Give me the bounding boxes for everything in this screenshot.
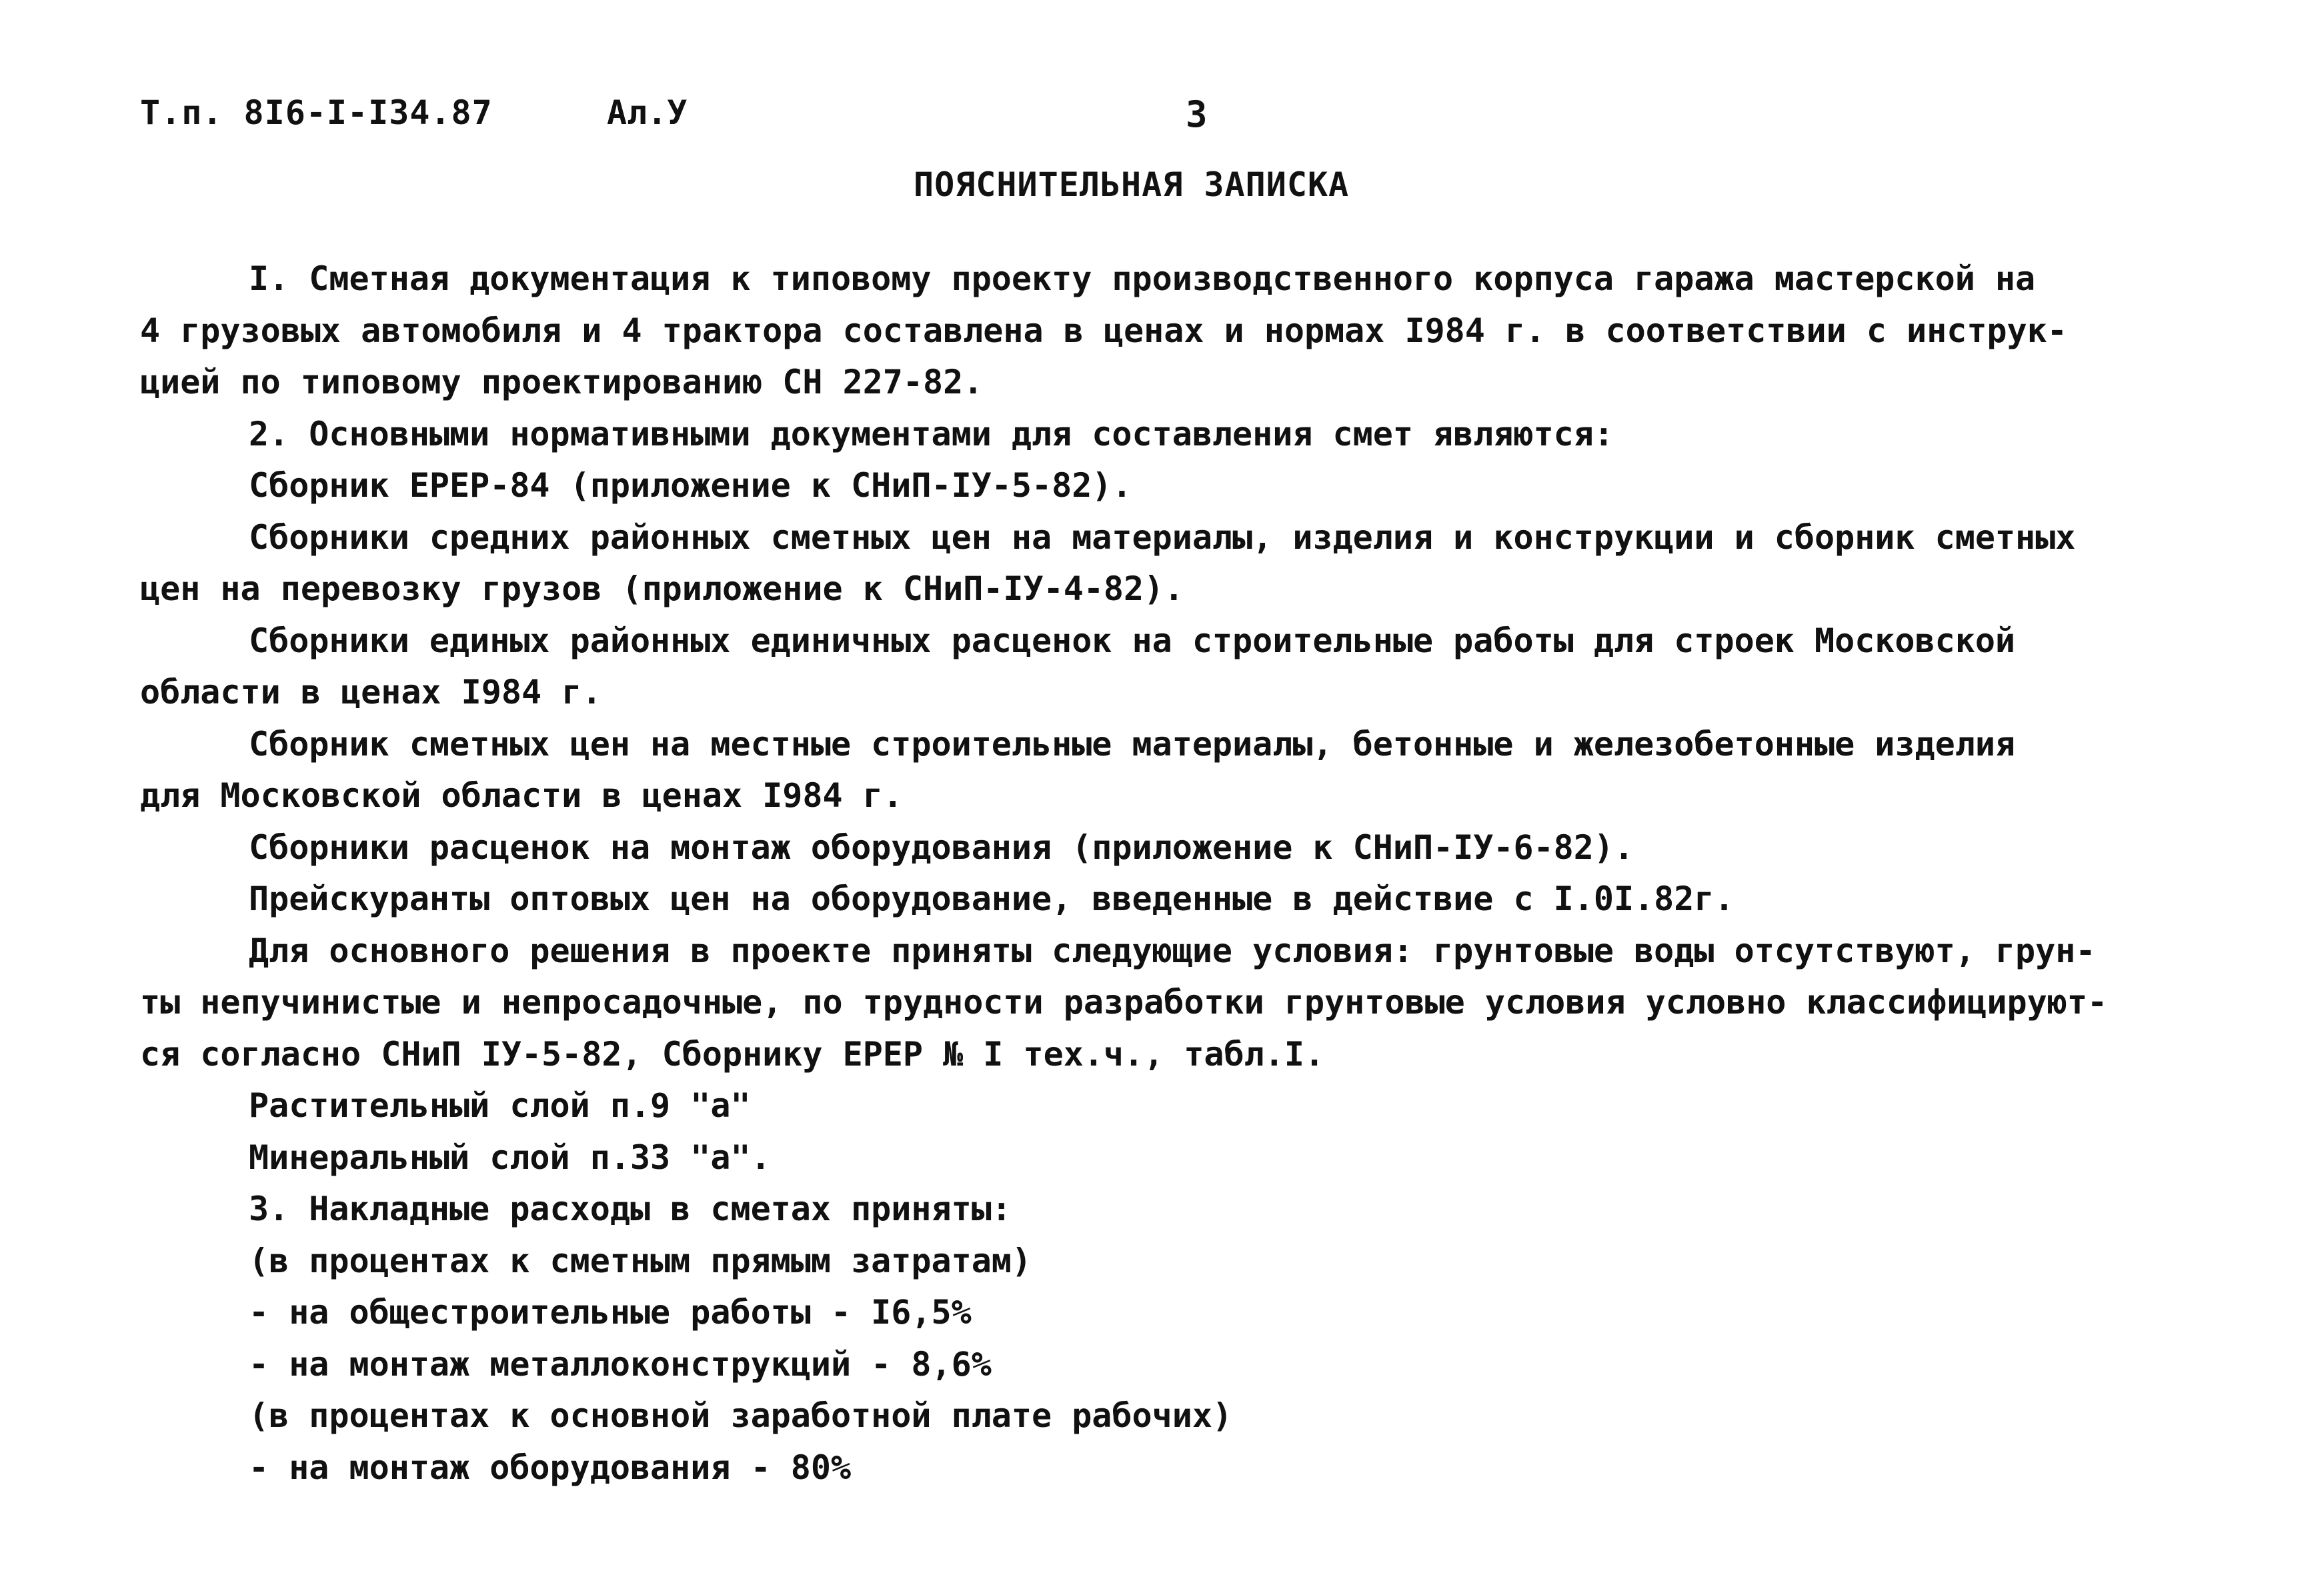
text-line: Прейскуранты оптовых цен на оборудование, введенные в действие с І.0І.82г. — [249, 880, 1734, 918]
text-line: - на монтаж оборудования - 80% — [249, 1448, 852, 1487]
text-line: Сборник сметных цен на местные строительные материалы, бетонные и железобетонные изделия — [249, 724, 2016, 763]
text-line: Растительный слой п.9 "а" — [249, 1086, 751, 1125]
text-line: 3. Накладные расходы в сметах приняты: — [249, 1190, 1012, 1228]
text-line: для Московской области в ценах І984 г. — [140, 776, 903, 815]
text-line: Сборники расценок на монтаж оборудования (приложение к СНиП-ІУ-6-82). — [249, 828, 1634, 867]
text-line: І. Сметная документация к типовому проекту производственного корпуса гаража мастерской на — [249, 259, 2036, 298]
document-title: ПОЯСНИТЕЛЬНАЯ ЗАПИСКА — [914, 165, 1350, 204]
text-line: Сборники средних районных сметных цен на материалы, изделия и конструкции и сборник сметных — [249, 517, 2076, 557]
text-line: 4 грузовых автомобиля и 4 трактора составлена в ценах и нормах І984 г. в соответствии с инструк- — [140, 311, 2067, 350]
text-line: 2. Основными нормативными документами для составления смет являются: — [249, 414, 1614, 453]
text-line: (в процентах к сметным прямым затратам) — [249, 1241, 1032, 1280]
text-line: цией по типовому проектированию СН 227-82. — [140, 363, 984, 401]
document-code: Т.п. 8І6-І-І34.87 — [140, 93, 493, 132]
text-line: Для основного решения в проекте приняты следующие условия: грунтовые воды отсутствуют, грун- — [249, 931, 2096, 970]
text-line: ся согласно СНиП ІУ-5-82, Сборнику ЕРЕР № І тех.ч., табл.І. — [140, 1034, 1325, 1074]
text-line: ты непучинистые и непросадочные, по трудности разработки грунтовые условия условно классифицируют- — [140, 983, 2108, 1022]
text-line: Минеральный слой п.33 "а". — [249, 1138, 771, 1177]
page-number: 3 — [1186, 93, 1208, 135]
text-line: Сборник ЕРЕР-84 (приложение к СНиП-ІУ-5-82). — [249, 466, 1132, 505]
text-line: Сборники единых районных единичных расценок на строительные работы для строек Московской — [249, 621, 2016, 660]
text-line: - на общестроительные работы - І6,5% — [249, 1293, 972, 1332]
explanatory-note-body — [140, 253, 2214, 1494]
sheet-label: Ал.У — [607, 93, 688, 132]
text-line: цен на перевозку грузов (приложение к СНиП-ІУ-4-82). — [140, 569, 1184, 608]
text-line: - на монтаж металлоконструкций - 8,6% — [249, 1344, 992, 1384]
text-line: (в процентах к основной заработной плате рабочих) — [249, 1396, 1233, 1435]
text-line: области в ценах І984 г. — [140, 673, 602, 711]
